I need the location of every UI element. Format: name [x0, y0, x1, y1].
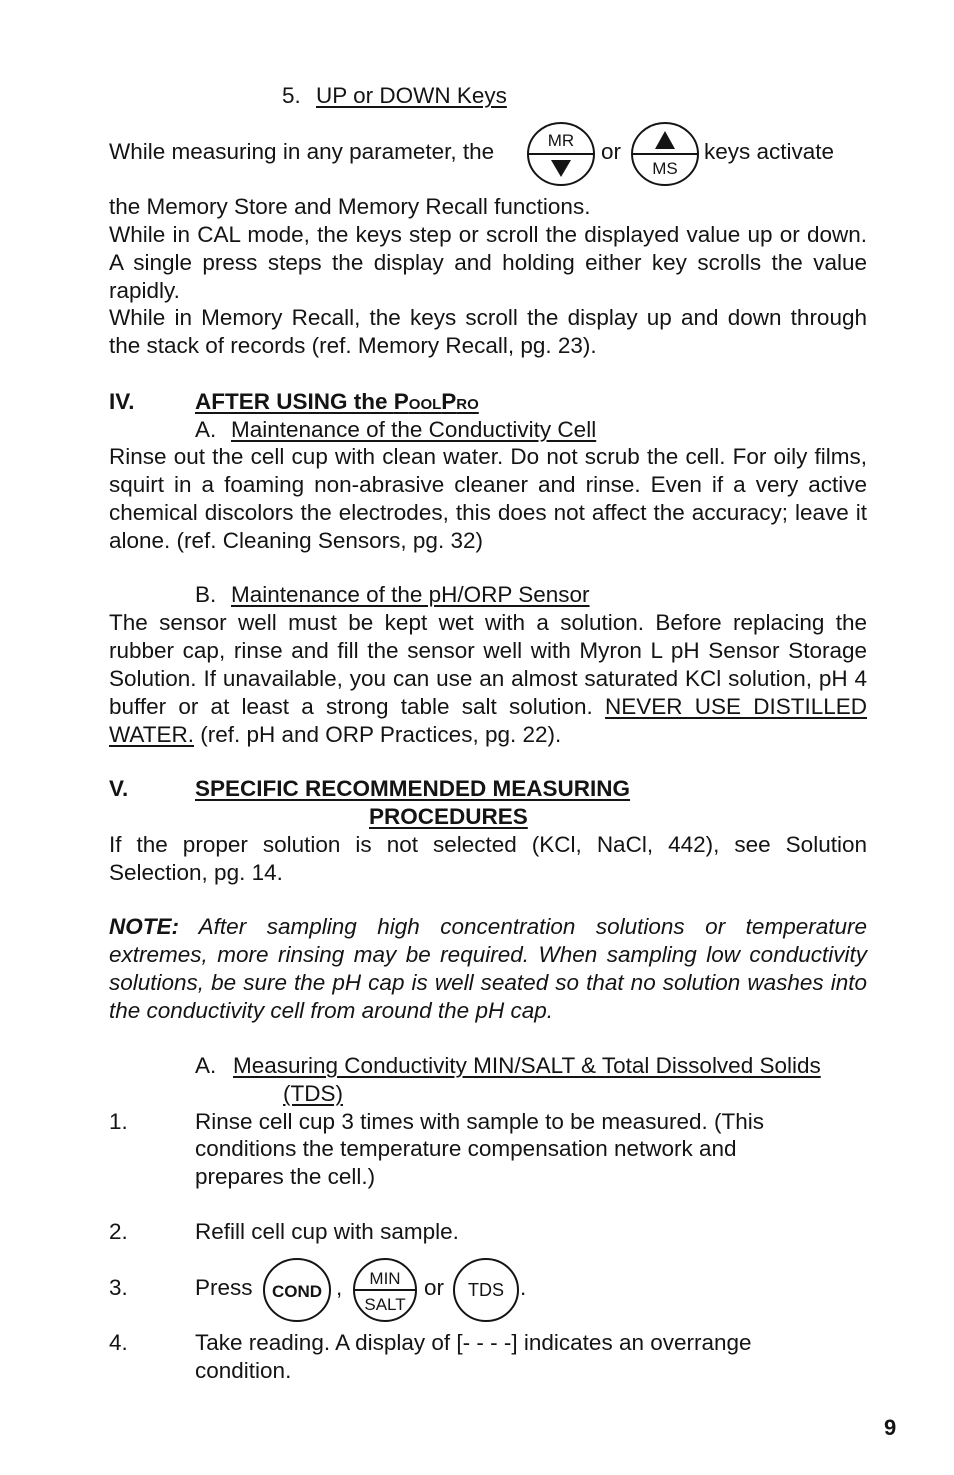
step-text: Take reading. A display of [- - - -] indicates an overrange: [195, 1330, 752, 1355]
body-text: or: [601, 139, 622, 164]
subsection-heading: Maintenance of the pH/ORP Sensor: [231, 582, 590, 607]
step-text: prepares the cell.): [195, 1164, 376, 1189]
salt-key-label: SALT: [364, 1295, 406, 1314]
min-key-label: MIN: [369, 1269, 401, 1288]
step-text: condition.: [195, 1358, 292, 1383]
note-label: NOTE:: [109, 914, 179, 939]
step-number: 2.: [109, 1219, 128, 1244]
paragraph: The sensor well must be kept wet with a solution. Before replacing the rubber cap, rinse and fill the sensor well with Myron L pH Sensor Storage Solution. If unavailable, you can use an almost saturated KCl solution, pH 4 buffer or at least a strong table salt solution. NEVER USE DISTILLED WATER. (ref. pH and ORP Practices, pg. 22).: [109, 610, 867, 747]
subsection-heading: Measuring Conductivity MIN/SALT & Total Dissolved Solids: [233, 1053, 821, 1078]
section-title: SPECIFIC RECOMMENDED MEASURING: [195, 776, 631, 801]
ms-up-key-icon: [630, 121, 700, 187]
mr-key-label: MR: [547, 131, 575, 150]
paragraph: While in Memory Recall, the keys scroll the display up and down through the stack of records (ref. Memory Recall, pg. 23).: [109, 305, 867, 358]
step-number: 1.: [109, 1109, 128, 1134]
up-down-keys-title: UP or DOWN Keys: [316, 83, 507, 108]
step-text: .: [520, 1275, 527, 1300]
cond-key-label: COND: [271, 1282, 323, 1301]
section-number: V.: [109, 776, 129, 801]
paragraph: If the proper solution is not selected (KCl, NaCl, 442), see Solution Selection, pg. 14.: [109, 832, 867, 885]
ms-key-label: MS: [652, 159, 678, 178]
body-text: keys activate: [704, 139, 835, 164]
subsection-heading-cont: (TDS): [283, 1081, 343, 1106]
min-salt-key-icon: [352, 1257, 418, 1323]
paragraph: Rinse out the cell cup with clean water. Do not scrub the cell. For oily films, squirt in a foaming non-abrasive cleaner and rinse. Even if a very active chemical discolors the electrodes, this does not affect the accuracy; leave it alone. (ref. Cleaning Sensors, pg. 32): [109, 444, 867, 553]
section-title-cont: PROCEDURES: [369, 804, 528, 829]
heading-number: 5.: [282, 83, 301, 108]
body-text: the Memory Store and Memory Recall functions.: [109, 194, 591, 219]
step-text: Refill cell cup with sample.: [195, 1219, 459, 1244]
step-text: Press: [195, 1275, 253, 1300]
subsection-heading: Maintenance of the Conductivity Cell: [231, 417, 597, 442]
warning-text: NEVER USE DISTILLED WATER.: [109, 694, 867, 747]
mr-down-key-icon: [526, 121, 596, 187]
tds-key-label: TDS: [468, 1280, 504, 1300]
step-number: 3.: [109, 1275, 128, 1300]
cond-key-icon: [262, 1257, 332, 1323]
step-number: 4.: [109, 1330, 128, 1355]
step-text: ,: [336, 1275, 343, 1300]
step-text: Rinse cell cup 3 times with sample to be measured. (This: [195, 1109, 764, 1134]
step-text: or: [424, 1275, 445, 1300]
section-number: IV.: [109, 389, 135, 414]
section-title: AFTER USING the POOLPRO: [195, 389, 479, 414]
subsection-label: B.: [195, 582, 217, 607]
step-text: conditions the temperature compensation network and: [195, 1136, 737, 1161]
body-text: While measuring in any parameter, the: [109, 139, 495, 164]
subsection-label: A.: [195, 1053, 217, 1078]
page-number: 9: [884, 1415, 897, 1440]
note-paragraph: NOTE: After sampling high concentration solutions or temperature extremes, more rinsing may be required. When sampling low conductivity solutions, be sure the pH cap is well seated so that no solution washes into the conductivity cell from around the pH cap.: [109, 914, 867, 1023]
subsection-label: A.: [195, 417, 217, 442]
tds-key-icon: [452, 1257, 520, 1323]
paragraph: While in CAL mode, the keys step or scroll the displayed value up or down. A single press steps the display and holding either key scrolls the value rapidly.: [109, 222, 867, 303]
subsection-heading: [316, 82, 507, 110]
